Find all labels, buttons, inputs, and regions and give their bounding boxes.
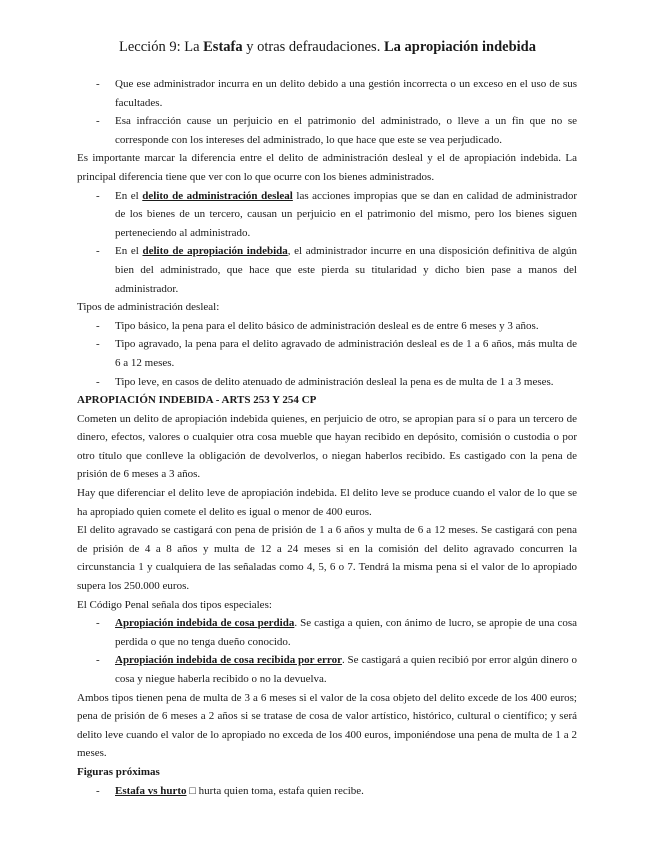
bullet-text xyxy=(115,614,577,651)
paragraph: Tipos de administración desleal: xyxy=(77,301,220,314)
list-item xyxy=(77,614,577,651)
paragraph: Cometen un delito de apropiación indebida quienes, en perjuicio de otro, se apropian para sí o para un tercero de dinero, efectos, valores o cualquier otra cosa mueble que hayan recibido en depósito, comisión o custodia o por otro título que conlleve la obligación de devolverlos, o niegan haberlos recibido. Es castigado con la pena de prisión de 6 meses a 3 años. xyxy=(77,412,577,481)
title-bold-estafa: Estafa xyxy=(203,39,243,55)
list-item xyxy=(77,373,577,392)
text-run: En el xyxy=(115,189,143,202)
list-item xyxy=(77,187,577,243)
list-item xyxy=(77,782,577,801)
text-run: . Se castigará a quien recibió por error algún dinero o cosa y niegue haberla recibido o no la devuelva. xyxy=(115,654,577,685)
bullet-text xyxy=(115,242,577,298)
bullet-dash: - xyxy=(96,338,100,351)
paragraph: El delito agravado se castigará con pena de prisión de 1 a 6 años y multa de 6 a 12 meses. Se castigará con pena de prisión de 4 a 8 años y multa de 12 a 24 meses si en la comisión del delito agravado concurren la circunstancia 1 y cualquiera de las señaladas como 4, 5, 6 o 7. Tendrá la misma pena si el valor de lo apropiado supera los 250.000 euros. xyxy=(77,524,577,593)
text-run: . Se castiga a quien, con ánimo de lucro, se apropie de una cosa perdida o que no tenga dueño conocido. xyxy=(115,617,577,648)
bullet-dash: - xyxy=(96,115,100,128)
bullet-dash: - xyxy=(96,78,100,90)
bullet-dash: - xyxy=(96,245,100,258)
bullet-dash: - xyxy=(96,319,100,332)
bullet-dash: - xyxy=(96,375,100,388)
bullet-dash: - xyxy=(96,617,100,630)
title-bold-apropiacion: La apropiación indebida xyxy=(383,39,536,55)
bullet-text xyxy=(115,651,577,688)
section-heading: Figuras próximas xyxy=(77,765,160,778)
paragraph: El Código Penal señala dos tipos especiales: xyxy=(77,598,272,611)
text-run: En el xyxy=(115,245,143,258)
list-item xyxy=(77,317,577,336)
bullet-text: Tipo básico, la pena para el delito básico de administración desleal es de entre 6 meses y 3 años. xyxy=(115,319,539,332)
paragraph: Hay que diferenciar el delito leve de apropiación indebida. El delito leve se produce cuando el valor de lo que se ha apropiado quien comete el delito es igual o menor de 400 euros. xyxy=(77,487,577,518)
bullet-text xyxy=(115,782,577,801)
document-body xyxy=(77,75,577,800)
term-cosa-recibida-por-error: Apropiación indebida de cosa recibida por error xyxy=(115,654,342,667)
list-item xyxy=(77,242,577,298)
paragraph: Ambos tipos tienen pena de multa de 3 a 6 meses si el valor de la cosa objeto del delito excede de los 400 euros; pena de prisión de 6 meses a 2 años si se tratase de cosa de valor artístico, histórico, cultural o científico; y será delito leve cuando el valor de lo apropiado no exceda de los 400 euros, imponiéndose una pena de multa de 1 a 2 meses. xyxy=(77,691,577,760)
bullet-text: Tipo leve, en casos de delito atenuado de administración desleal la pena es de multa de 1 a 3 meses. xyxy=(115,375,554,388)
list-item xyxy=(77,651,577,688)
list-item xyxy=(77,112,577,149)
title-prefix: Lección 9: La xyxy=(119,39,204,55)
list-item xyxy=(77,75,577,112)
text-run: las acciones impropias que se dan en calidad de administrador de los bienes de un tercero, causan un perjuicio en el patrimonio del mismo, pero los bienes siguen perteneciendo al administrado. xyxy=(115,189,577,239)
text-run: □ hurta quien toma, estafa quien recibe. xyxy=(186,784,364,797)
page-title xyxy=(0,38,655,56)
bullet-dash: - xyxy=(96,189,100,202)
title-middle: y otras defraudaciones. xyxy=(242,39,384,55)
list-item xyxy=(77,335,577,372)
bullet-text: Esa infracción cause un perjuicio en el patrimonio del administrado, o lleve a un fin que no se corresponde con los intereses del administrado, lo que hace que este se vea perjudicado. xyxy=(115,115,577,146)
term-apropiacion-indebida: delito de apropiación indebida xyxy=(142,245,288,258)
paragraph: Es importante marcar la diferencia entre el delito de administración desleal y el de apropiación indebida. La principal diferencia tiene que ver con lo que ocurre con los bienes administrados. xyxy=(77,152,577,183)
bullet-dash: - xyxy=(96,654,100,667)
bullet-text: Tipo agravado, la pena para el delito agravado de administración desleal es de 1 a 6 años, más multa de 6 a 12 meses. xyxy=(115,338,577,369)
section-heading: APROPIACIÓN INDEBIDA - ARTS 253 Y 254 CP xyxy=(77,394,317,407)
term-cosa-perdida: Apropiación indebida de cosa perdida xyxy=(115,617,295,630)
term-administracion-desleal: delito de administración desleal xyxy=(142,189,293,202)
bullet-text: Que ese administrador incurra en un delito debido a una gestión incorrecta o un exceso en el uso de sus facultades. xyxy=(115,78,577,109)
bullet-text xyxy=(115,187,577,243)
term-estafa-vs-hurto: Estafa vs hurto xyxy=(115,784,187,797)
text-run: , el administrador incurre en una disposición definitiva de algún bien del administrado, que hace que este pierda su titularidad y dicho bien pase a manos del administrador. xyxy=(115,245,577,295)
bullet-dash: - xyxy=(96,784,100,797)
